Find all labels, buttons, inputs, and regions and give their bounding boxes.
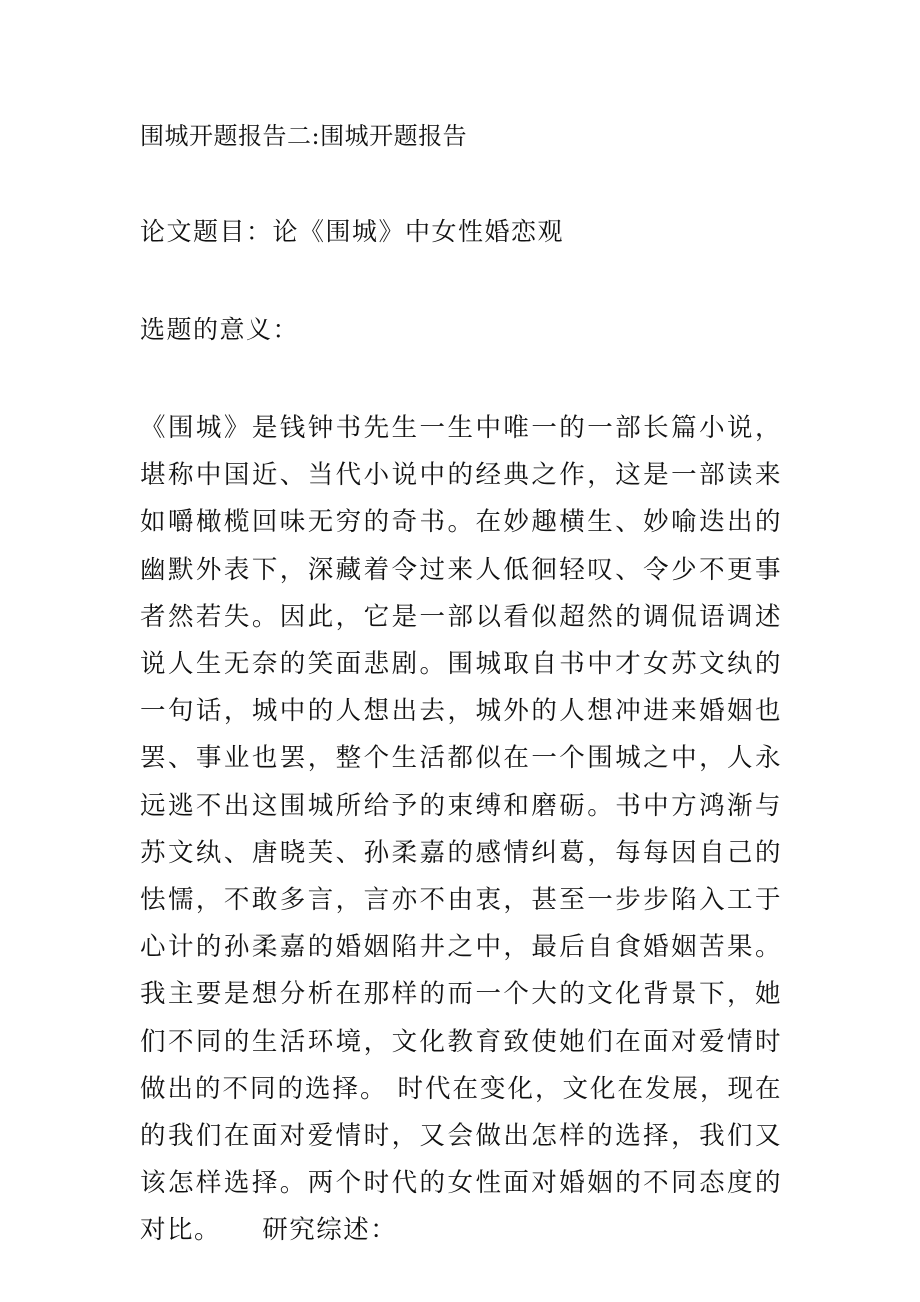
section-heading-significance: 选题的意义： (140, 315, 300, 344)
thesis-title: 论文题目：论《围城》中女性婚恋观 (140, 217, 565, 246)
document-title: 围城开题报告二:围城开题报告 (140, 122, 468, 150)
body-paragraph: 《围城》是钱钟书先生一生中唯一的一部长篇小说，堪称中国近、当代小说中的经典之作，这是一部读来如嚼橄榄回味无穷的奇书。在妙趣横生、妙喻迭出的幽默外表下，深藏着令过来人低徊轻叹、令少不更事者然若失。因此，它是一部以看似超然的调侃语调述说人生无奈的笑面悲剧。围城取自书中才女苏文纨的一句话，城中的人想出去，城外的人想冲进来婚姻也罢、事业也罢，整个生活都似在一个围城之中，人永远逃不出这围城所给予的束缚和磨砺。书中方鸿渐与苏文纨、唐晓芙、孙柔嘉的感情纠葛，每每因自己的怯懦，不敢多言，言亦不由衷，甚至一步步陷入工于心计的孙柔嘉的婚姻陷井之中，最后自食婚姻苦果。我主要是想分析在那样的而一个大的文化背景下，她们不同的生活环境，文化教育致使她们在面对爱情时做出的不同的选择。 时代在变化，文化在发展，现在的我们在面对爱情时，又会做出怎样的选择，我们又该怎样选择。两个时代的女性面对婚姻的不同态度的对比。 研究综述： (140, 413, 782, 1246)
